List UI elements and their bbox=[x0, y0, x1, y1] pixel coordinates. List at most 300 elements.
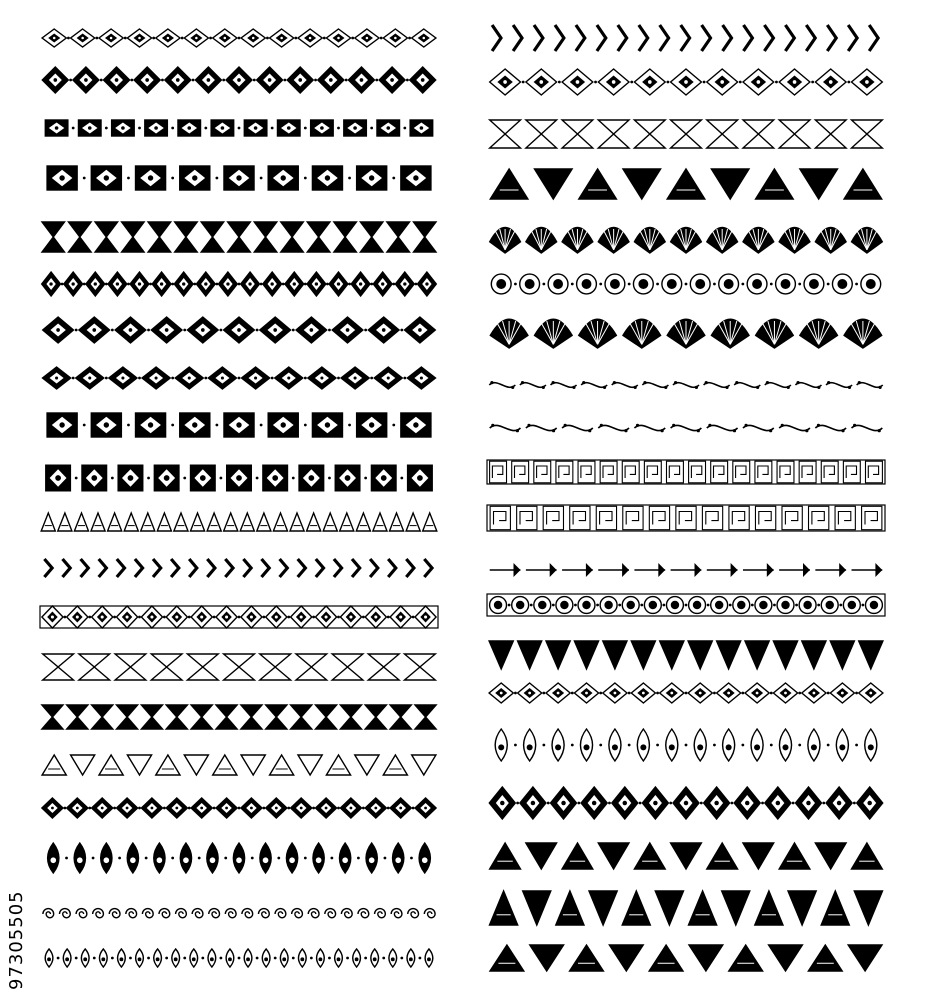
border-motif bbox=[634, 563, 665, 577]
border-motif bbox=[224, 513, 238, 531]
border-motif bbox=[578, 461, 595, 483]
border-strip bbox=[43, 654, 436, 680]
connector-dot bbox=[304, 127, 307, 130]
border-motif bbox=[115, 317, 146, 343]
border-strip bbox=[42, 272, 437, 296]
border-motif bbox=[298, 755, 322, 775]
border-motif bbox=[639, 25, 648, 51]
border-motif bbox=[365, 606, 386, 628]
border-motif bbox=[224, 317, 255, 343]
connector-dot bbox=[271, 377, 274, 380]
border-motif bbox=[42, 272, 61, 296]
connector-dot bbox=[741, 283, 744, 286]
border-strip bbox=[43, 909, 435, 918]
border-motif bbox=[689, 461, 706, 483]
connector-dot bbox=[618, 604, 621, 607]
border-motif bbox=[260, 843, 271, 873]
border-motif bbox=[688, 641, 712, 669]
border-motif bbox=[764, 25, 773, 51]
border-motif bbox=[821, 891, 849, 925]
border-motif bbox=[826, 381, 852, 389]
border-motif bbox=[526, 69, 557, 95]
border-motif bbox=[290, 513, 304, 531]
border-motif bbox=[743, 69, 774, 95]
border-motif bbox=[117, 559, 125, 577]
border-motif bbox=[311, 120, 334, 136]
border-motif bbox=[191, 606, 212, 628]
border-motif bbox=[91, 513, 105, 531]
border-motif bbox=[490, 120, 521, 148]
border-motif bbox=[316, 606, 337, 628]
connector-dot bbox=[594, 81, 597, 84]
border-motif bbox=[101, 843, 112, 873]
border-motif bbox=[830, 683, 854, 703]
border-motif bbox=[809, 506, 829, 529]
border-motif bbox=[861, 274, 881, 294]
border-motif bbox=[99, 755, 123, 775]
border-motif bbox=[800, 319, 838, 348]
border-motif bbox=[241, 755, 265, 775]
border-motif bbox=[298, 559, 306, 577]
connector-dot bbox=[669, 802, 672, 805]
connector-dot bbox=[713, 283, 716, 286]
border-motif bbox=[729, 506, 749, 529]
border-motif bbox=[99, 949, 107, 967]
border-motif bbox=[82, 465, 107, 491]
border-motif bbox=[756, 319, 794, 348]
connector-dot bbox=[775, 81, 778, 84]
border-motif bbox=[589, 891, 617, 925]
border-motif bbox=[779, 424, 810, 433]
border-strip bbox=[40, 606, 438, 628]
border-motif bbox=[244, 120, 267, 136]
border-motif bbox=[340, 513, 354, 531]
border-motif bbox=[254, 222, 276, 252]
border-motif bbox=[523, 891, 551, 925]
border-motif bbox=[637, 729, 649, 761]
border-motif bbox=[815, 227, 846, 253]
border-motif bbox=[142, 367, 170, 389]
border-motif bbox=[707, 563, 738, 577]
border-motif bbox=[286, 843, 297, 873]
border-motif bbox=[326, 29, 350, 47]
border-motif bbox=[172, 949, 180, 967]
border-strip bbox=[489, 787, 882, 819]
connector-dot bbox=[183, 957, 186, 960]
border-motif bbox=[773, 641, 797, 669]
border-motif bbox=[671, 563, 702, 577]
border-motif bbox=[207, 513, 221, 531]
border-motif bbox=[526, 227, 557, 253]
connector-dot bbox=[310, 957, 313, 960]
border-motif bbox=[580, 729, 592, 761]
border-motif bbox=[208, 367, 236, 389]
border-motif bbox=[166, 606, 187, 628]
border-motif bbox=[142, 909, 153, 918]
border-motif bbox=[852, 424, 883, 433]
border-motif bbox=[280, 949, 288, 967]
border-motif bbox=[424, 559, 432, 577]
border-motif bbox=[603, 683, 627, 703]
border-motif bbox=[609, 945, 643, 971]
border-motif bbox=[734, 381, 760, 389]
border-motif bbox=[136, 166, 166, 190]
border-strip bbox=[45, 949, 433, 967]
connector-dot bbox=[508, 604, 511, 607]
border-motif bbox=[67, 705, 88, 729]
border-motif bbox=[826, 787, 852, 819]
border-motif bbox=[263, 465, 288, 491]
border-strip bbox=[490, 891, 883, 925]
border-motif bbox=[263, 272, 282, 296]
border-motif bbox=[69, 222, 92, 252]
border-strip bbox=[46, 465, 432, 491]
border-motif bbox=[869, 25, 878, 51]
border-motif bbox=[43, 317, 74, 343]
border-motif bbox=[334, 222, 357, 252]
connector-dot bbox=[328, 957, 331, 960]
border-motif bbox=[63, 559, 71, 577]
border-motif bbox=[408, 909, 419, 918]
border-motif bbox=[124, 513, 138, 531]
border-motif bbox=[574, 641, 598, 669]
border-motif bbox=[859, 683, 883, 703]
connector-dot bbox=[75, 957, 78, 960]
connector-dot bbox=[542, 744, 545, 747]
border-motif bbox=[344, 120, 367, 136]
border-motif bbox=[704, 787, 730, 819]
border-motif bbox=[388, 559, 396, 577]
connector-dot bbox=[72, 127, 75, 130]
border-motif bbox=[191, 513, 205, 531]
border-strip bbox=[43, 317, 436, 343]
border-motif bbox=[227, 465, 252, 491]
connector-dot bbox=[662, 604, 665, 607]
connector-dot bbox=[147, 329, 150, 332]
connector-dot bbox=[304, 857, 307, 860]
border-motif bbox=[189, 559, 197, 577]
connector-dot bbox=[514, 283, 517, 286]
border-motif bbox=[407, 949, 415, 967]
border-motif bbox=[122, 222, 145, 252]
border-motif bbox=[159, 909, 170, 918]
connector-dot bbox=[403, 127, 406, 130]
border-motif bbox=[562, 563, 593, 577]
border-motif bbox=[562, 120, 593, 148]
border-motif bbox=[318, 67, 344, 93]
border-motif bbox=[171, 559, 179, 577]
connector-dot bbox=[861, 604, 864, 607]
connector-dot bbox=[129, 957, 132, 960]
border-motif bbox=[340, 705, 361, 729]
border-motif bbox=[419, 843, 430, 873]
border-motif bbox=[815, 69, 846, 95]
border-motif bbox=[108, 513, 122, 531]
border-motif bbox=[92, 705, 113, 729]
border-strip bbox=[42, 67, 435, 93]
border-motif bbox=[821, 597, 838, 614]
border-motif bbox=[755, 461, 772, 483]
border-motif bbox=[308, 909, 319, 918]
border-motif bbox=[353, 949, 361, 967]
border-motif bbox=[717, 683, 741, 703]
connector-dot bbox=[111, 329, 114, 332]
border-motif bbox=[191, 705, 212, 729]
border-motif bbox=[180, 843, 191, 873]
border-motif bbox=[779, 729, 791, 761]
border-motif bbox=[644, 461, 661, 483]
border-motif bbox=[562, 69, 593, 95]
border-motif bbox=[543, 506, 563, 529]
border-motif bbox=[296, 654, 327, 680]
border-motif bbox=[118, 949, 126, 967]
border-motif bbox=[779, 227, 810, 253]
border-motif bbox=[95, 222, 118, 252]
border-motif bbox=[832, 274, 852, 294]
border-motif bbox=[597, 25, 606, 51]
connector-dot bbox=[330, 857, 333, 860]
border-strip bbox=[491, 274, 880, 294]
border-motif bbox=[415, 606, 436, 628]
border-motif bbox=[865, 597, 882, 614]
border-motif bbox=[180, 166, 210, 190]
border-motif bbox=[782, 506, 802, 529]
connector-dot bbox=[138, 127, 141, 130]
border-motif bbox=[136, 949, 144, 967]
connector-dot bbox=[827, 283, 830, 286]
connector-dot bbox=[628, 744, 631, 747]
border-motif bbox=[109, 909, 120, 918]
border-motif bbox=[723, 729, 735, 761]
border-motif bbox=[722, 891, 750, 925]
border-motif bbox=[673, 787, 699, 819]
connector-dot bbox=[192, 79, 195, 82]
border-motif bbox=[418, 272, 437, 296]
connector-dot bbox=[345, 79, 348, 82]
border-motif bbox=[562, 843, 593, 869]
border-motif bbox=[405, 317, 436, 343]
border-motif bbox=[58, 513, 72, 531]
border-motif bbox=[374, 367, 402, 389]
border-motif bbox=[622, 461, 639, 483]
border-motif bbox=[262, 559, 270, 577]
border-motif bbox=[756, 169, 794, 199]
border-motif bbox=[42, 29, 66, 47]
border-motif bbox=[216, 705, 237, 729]
border-motif bbox=[156, 29, 180, 47]
border-motif bbox=[745, 641, 769, 669]
border-motif bbox=[660, 25, 669, 51]
border-motif bbox=[213, 29, 237, 47]
border-motif bbox=[99, 29, 123, 47]
border-motif bbox=[556, 461, 573, 483]
border-motif bbox=[596, 506, 616, 529]
border-motif bbox=[623, 319, 661, 348]
connector-dot bbox=[127, 424, 130, 427]
border-motif bbox=[707, 120, 738, 148]
border-motif bbox=[633, 274, 653, 294]
border-motif bbox=[835, 506, 855, 529]
border-motif bbox=[151, 654, 182, 680]
border-motif bbox=[141, 798, 162, 818]
border-motif bbox=[490, 563, 521, 577]
border-strip bbox=[487, 505, 885, 531]
border-motif bbox=[704, 381, 730, 389]
connector-dot bbox=[100, 79, 103, 82]
border-motif bbox=[59, 909, 70, 918]
connector-dot bbox=[92, 857, 95, 860]
border-motif bbox=[47, 166, 77, 190]
border-motif bbox=[292, 909, 303, 918]
border-motif bbox=[788, 891, 816, 925]
connector-dot bbox=[628, 692, 631, 695]
border-motif bbox=[660, 641, 684, 669]
border-motif bbox=[707, 424, 738, 433]
border-motif bbox=[802, 683, 826, 703]
border-motif bbox=[490, 597, 507, 614]
connector-dot bbox=[147, 957, 150, 960]
border-motif bbox=[79, 654, 110, 680]
border-motif bbox=[765, 787, 791, 819]
connector-dot bbox=[292, 329, 295, 332]
connector-dot bbox=[392, 177, 395, 180]
border-motif bbox=[43, 654, 74, 680]
border-motif bbox=[556, 891, 584, 925]
border-motif bbox=[393, 843, 404, 873]
border-motif bbox=[412, 29, 436, 47]
border-motif bbox=[848, 945, 882, 971]
border-motif bbox=[711, 319, 749, 348]
border-motif bbox=[603, 641, 627, 669]
border-motif bbox=[520, 787, 546, 819]
border-motif bbox=[184, 29, 208, 47]
connector-dot bbox=[357, 857, 360, 860]
connector-dot bbox=[370, 127, 373, 130]
border-motif bbox=[192, 909, 203, 918]
border-motif bbox=[219, 272, 238, 296]
border-strip bbox=[495, 729, 877, 761]
border-motif bbox=[291, 798, 312, 818]
border-strip bbox=[490, 319, 881, 348]
border-motif bbox=[348, 67, 374, 93]
border-motif bbox=[520, 274, 540, 294]
border-motif bbox=[241, 798, 262, 818]
connector-dot bbox=[795, 604, 798, 607]
border-motif bbox=[570, 945, 604, 971]
border-motif bbox=[260, 317, 291, 343]
border-motif bbox=[207, 559, 215, 577]
connector-dot bbox=[770, 692, 773, 695]
border-motif bbox=[852, 843, 883, 869]
border-motif bbox=[332, 317, 363, 343]
border-motif bbox=[707, 843, 738, 869]
border-motif bbox=[581, 787, 607, 819]
connector-dot bbox=[713, 692, 716, 695]
border-motif bbox=[808, 945, 842, 971]
connector-dot bbox=[171, 857, 174, 860]
connector-dot bbox=[855, 692, 858, 695]
border-motif bbox=[666, 461, 683, 483]
connector-dot bbox=[75, 329, 78, 332]
border-motif bbox=[213, 755, 237, 775]
left-border-column bbox=[40, 29, 438, 967]
border-motif bbox=[127, 843, 138, 873]
border-motif bbox=[415, 798, 436, 818]
border-motif bbox=[154, 843, 165, 873]
border-motif bbox=[307, 513, 321, 531]
border-motif bbox=[126, 909, 137, 918]
border-motif bbox=[562, 227, 593, 253]
connector-dot bbox=[337, 127, 340, 130]
border-motif bbox=[201, 222, 224, 252]
border-motif bbox=[360, 222, 383, 252]
border-motif bbox=[489, 381, 515, 389]
border-motif bbox=[340, 606, 361, 628]
connector-dot bbox=[770, 744, 773, 747]
border-motif bbox=[175, 367, 203, 389]
border-strip bbox=[490, 563, 883, 577]
border-motif bbox=[67, 606, 88, 628]
border-motif bbox=[298, 29, 322, 47]
border-motif bbox=[379, 67, 405, 93]
connector-dot bbox=[855, 744, 858, 747]
border-motif bbox=[390, 513, 404, 531]
border-motif bbox=[671, 120, 702, 148]
border-motif bbox=[117, 606, 138, 628]
border-motif bbox=[743, 424, 774, 433]
border-motif bbox=[649, 945, 683, 971]
connector-dot bbox=[304, 377, 307, 380]
border-motif bbox=[490, 424, 521, 433]
border-motif bbox=[852, 563, 883, 577]
border-motif bbox=[526, 843, 557, 869]
border-motif bbox=[180, 413, 210, 437]
border-motif bbox=[117, 798, 138, 818]
border-motif bbox=[776, 274, 796, 294]
border-motif bbox=[391, 909, 402, 918]
border-motif bbox=[423, 513, 437, 531]
border-motif bbox=[334, 559, 342, 577]
border-motif bbox=[260, 654, 291, 680]
connector-dot bbox=[380, 37, 383, 40]
border-motif bbox=[141, 513, 155, 531]
border-motif bbox=[275, 909, 286, 918]
border-motif bbox=[815, 120, 846, 148]
border-motif bbox=[526, 424, 557, 433]
border-motif bbox=[688, 683, 712, 703]
border-motif bbox=[407, 367, 435, 389]
border-motif bbox=[148, 222, 171, 252]
border-motif bbox=[335, 949, 343, 967]
border-motif bbox=[340, 798, 361, 818]
connector-dot bbox=[72, 377, 75, 380]
border-motif bbox=[151, 317, 182, 343]
connector-dot bbox=[328, 477, 331, 480]
border-motif bbox=[291, 705, 312, 729]
border-motif bbox=[765, 381, 791, 389]
border-motif bbox=[852, 69, 883, 95]
border-motif bbox=[660, 683, 684, 703]
border-motif bbox=[42, 798, 63, 818]
border-motif bbox=[216, 606, 237, 628]
connector-dot bbox=[392, 424, 395, 427]
border-motif bbox=[779, 69, 810, 95]
border-motif bbox=[577, 274, 597, 294]
stock-id-label: 97305505 bbox=[6, 890, 27, 990]
border-motif bbox=[598, 424, 629, 433]
connector-dot bbox=[855, 283, 858, 286]
border-motif bbox=[42, 222, 65, 252]
